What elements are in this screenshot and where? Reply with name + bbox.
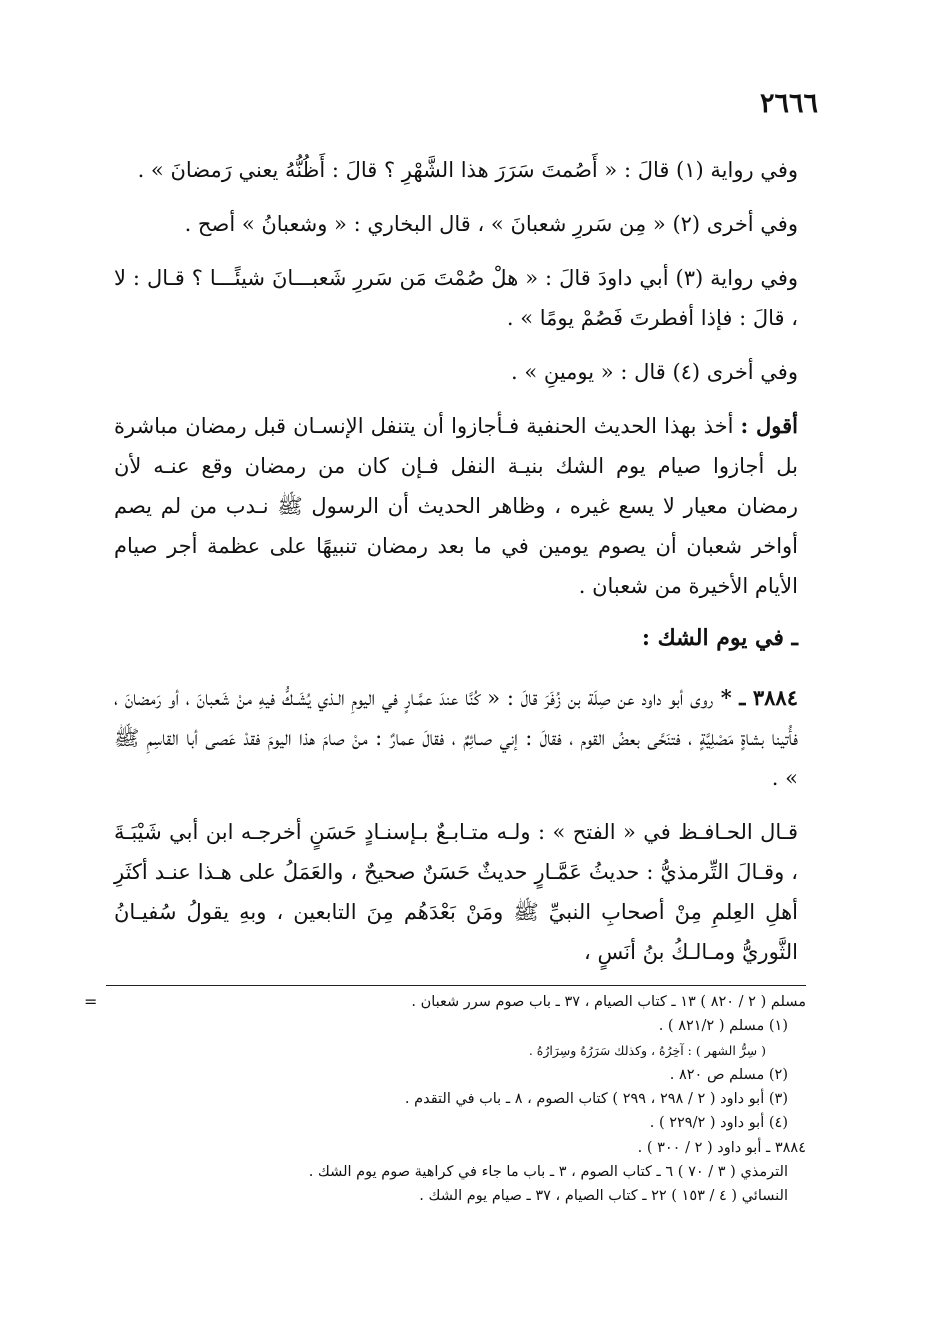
footnote-line: (٤) أبو داود ( ٢٢٩/٢ ) .	[649, 1115, 788, 1132]
footnote-line: ( سِرُّ الشهر ) : آخِرُهُ ، وكذلك سَرَرُهُ وسِرَارُهُ .	[528, 1042, 766, 1058]
paragraph-hadith-3884	[114, 678, 798, 798]
paragraph-riwaya-1: وفي رواية (١) قالَ : « أَصُمتَ سَرَرَ هذا الشَّهْرِ ؟ قالَ : أَظُنُّهُ يعني رَمضانَ » .	[137, 158, 798, 182]
page-number: ٢٦٦٦	[759, 88, 818, 119]
paragraph-aqul	[114, 406, 798, 606]
hadith-text: روى أبو داود عن صِلَة بن زُفَرَ قالَ : « كُنَّا عندَ عمَّـارٍ في اليومِ الـذي يُشَـكُّ فيهِ منْ شَعبانَ ، أو رَمضانَ ، فأُتينا بشاةٍ مَصْلِيَّةٍ ، فتنَحَّى بعضُ القوم ، فقالَ : إني صـائِمٌ ، فقالَ عمارٌ : منْ صامَ هذا اليومَ فقدْ عَصى أبا القاسِمِ ﷺ » .	[114, 686, 798, 790]
paragraph-riwaya-abu-dawud: وفي رواية (٣) أبي داودَ قالَ : « هلْ صُمْتَ مَن سَررِ شَعبـــانَ شيئًـــا ؟ قـال : لا ، قالَ : فإذا أفطرتَ فَصُمْ يومًا » .	[114, 266, 798, 330]
paragraph-commentary: قـال الحـافـظ في « الفتح » : ولـه متـابـعٌ بـإسنـادٍ حَسَنٍ أخرجـه ابن أبي شَيْبَـةَ ، وقـالَ التِّرمذيُّ : حديثُ عَمَّـارٍ حديثٌ حَسَنٌ صحيحٌ ، والعَمَلُ على هـذا عنـد أكثَرِ أهلِ العِلمِ مِنْ أصحابِ النبيِّ ﷺ ومَنْ بَعْدَهُم مِنَ التابعين ، وبهِ يقولُ سُفيـانُ الثَّوريُّ ومـالـكُ بنُ أنَسٍ ،	[114, 820, 798, 964]
footnotes	[86, 990, 806, 1209]
footnote-line: مسلم ( ٢ / ٨٢٠ ) ١٣ ـ كتاب الصيام ، ٣٧ ـ باب صوم سرر شعبان .	[411, 994, 806, 1010]
footnote-line: ٣٨٨٤ ـ أبو داود ( ٢ / ٣٠٠ ) .	[637, 1139, 806, 1156]
paragraph-ukhra-2: وفي أخرى (٢) « مِن سَررِ شعبانَ » ، قال البخاري : « وشعبانُ » أصح .	[184, 212, 798, 236]
aqul-lead: أقول :	[740, 413, 798, 438]
footnote-continuation	[86, 990, 806, 1014]
footnote-divider	[106, 985, 806, 986]
paragraph-ukhra-4: وفي أخرى (٤) قال : « يومينِ » .	[510, 360, 798, 384]
footnote-line: النسائي ( ٤ / ١٥٣ ) ٢٢ ـ كتاب الصيام ، ٣٧ ـ صيام يوم الشك .	[419, 1188, 788, 1205]
footnote-line: الترمذي ( ٣ / ٧٠ ) ٦ ـ كتاب الصوم ، ٣ ـ باب ما جاء في كراهية صوم يوم الشك .	[308, 1164, 788, 1181]
continuation-marker: =	[84, 992, 98, 1011]
aqul-text: أخذ بهذا الحديث الحنفية فـأجازوا أن يتنفل الإنسـان قبل رمضان مباشرة بل أجازوا صيام يوم الشك بنيـة النفل فـإن كان من رمضان وقع عنـه لأن رمضان معيار لا يسع غيره ، وظاهر الحديث أن الرسول ﷺ نـدب من لم يصم أواخر شعبان أن يصوم يومين في ما بعد رمضان تنبيهًا على عظمة أجر صيام الأيام الأخيرة من شعبان .	[114, 414, 798, 598]
section-heading: ـ في يوم الشك :	[641, 625, 798, 651]
footnote-line: (٣) أبو داود ( ٢ / ٢٩٨ ، ٢٩٩ ) كتاب الصوم ، ٨ ـ باب في التقدم .	[404, 1091, 788, 1108]
main-text	[114, 150, 798, 986]
footnote-line: (١) مسلم ( ٨٢١/٢ ) .	[658, 1018, 788, 1035]
footnote-line: (٢) مسلم ص ٨٢٠ .	[669, 1066, 788, 1083]
hadith-number: ٣٨٨٤ ـ *	[713, 685, 798, 710]
